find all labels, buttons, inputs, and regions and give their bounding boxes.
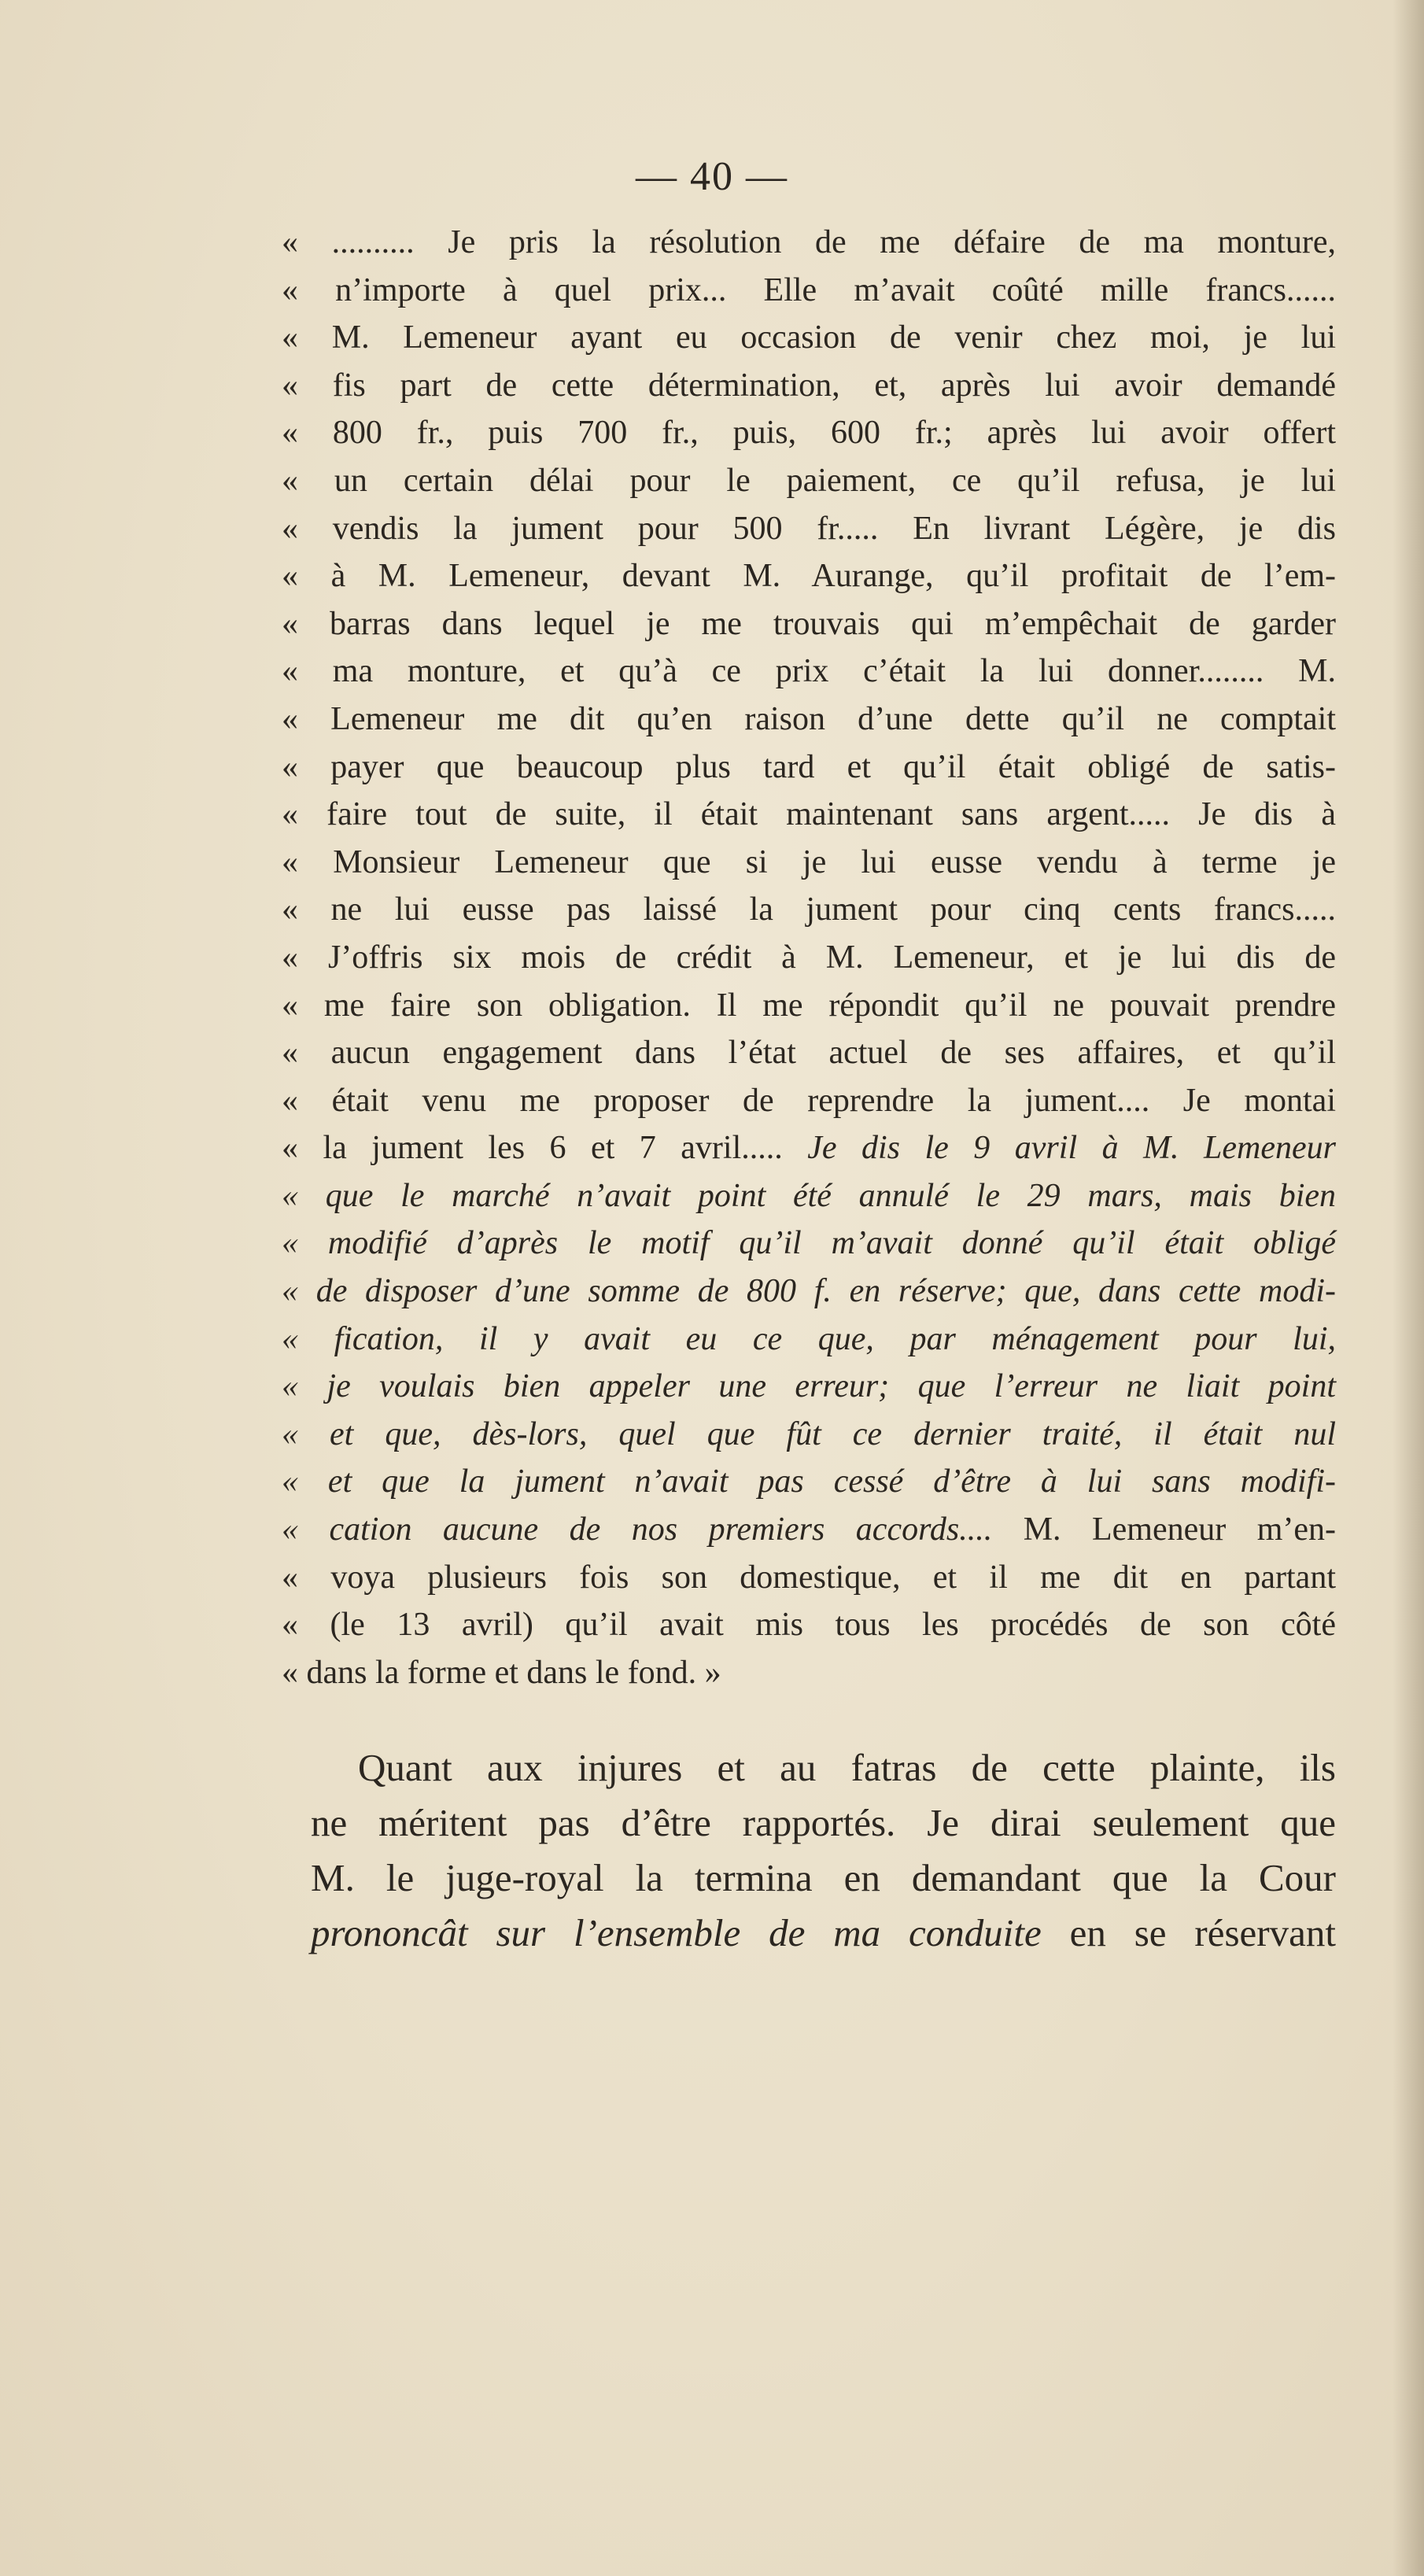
quote-line: « était venu me proposer de reprendre la jument.... Je montai bbox=[282, 1082, 1336, 1119]
body-line-roman-part: en se réservant bbox=[1069, 1911, 1336, 1954]
quote-line-italic-text: « et que la jument n’avait pas cessé d’être à lui sans modifi- bbox=[282, 1463, 1336, 1500]
body-line: Quant aux injures et au fatras de cette plainte, ils bbox=[358, 1746, 1336, 1789]
body-line: M. le juge-royal la termina en demandant que la Cour bbox=[311, 1856, 1336, 1899]
quote-line: « 800 fr., puis 700 fr., puis, 600 fr.; après lui avoir offert bbox=[282, 415, 1336, 452]
quote-line-italic-text: « je voulais bien appeler une erreur; que l’erreur ne liait point bbox=[282, 1368, 1336, 1405]
quote-line: « Lemeneur me dit qu’en raison d’une dette qu’il ne comptait bbox=[282, 700, 1336, 737]
quote-line: « dans la forme et dans le fond. » bbox=[282, 1654, 721, 1691]
quote-line: « un certain délai pour le paiement, ce qu’il refusa, je lui bbox=[282, 462, 1336, 499]
quote-line: « vendis la jument pour 500 fr..... En livrant Légère, je dis bbox=[282, 510, 1336, 547]
page-edge-shadow bbox=[1393, 0, 1424, 2576]
quote-line-italic bbox=[282, 1268, 1336, 1316]
page-number: — 40 — bbox=[636, 154, 788, 199]
quoted-testimony bbox=[282, 219, 1336, 1696]
quote-line: « ma monture, et qu’à ce prix c’était la lui donner........ M. bbox=[282, 653, 1336, 690]
quote-line: « voya plusieurs fois son domestique, et il me dit en partant bbox=[282, 1559, 1336, 1596]
quote-line-italic bbox=[282, 1411, 1336, 1459]
quote-line-italic-part: Je dis le 9 avril à M. Lemeneur bbox=[807, 1130, 1336, 1167]
quote-line: « aucun engagement dans l’état actuel de ses affaires, et qu’il bbox=[282, 1035, 1336, 1072]
quote-line-italic bbox=[282, 1363, 1336, 1411]
quote-line-italic-text: « modifié d’après le motif qu’il m’avait donné qu’il était obligé bbox=[282, 1225, 1336, 1262]
quote-line-italic bbox=[282, 1316, 1336, 1364]
quote-line: « ne lui eusse pas laissé la jument pour cinq cents francs..... bbox=[282, 891, 1336, 928]
quote-line: « faire tout de suite, il était maintenant sans argent..... Je dis à bbox=[282, 796, 1336, 833]
quote-line-italic-part: « cation aucune de nos premiers accords.... bbox=[282, 1511, 993, 1548]
quote-line: « payer que beaucoup plus tard et qu’il était obligé de satis- bbox=[282, 748, 1336, 785]
body-line-mixed bbox=[311, 1906, 1336, 1961]
quote-line-mixed bbox=[282, 1506, 1336, 1554]
quote-line: « (le 13 avril) qu’il avait mis tous les procédés de son côté bbox=[282, 1607, 1336, 1644]
quote-line-italic-text: « fication, il y avait eu ce que, par ménagement pour lui, bbox=[282, 1320, 1336, 1357]
quote-line: « J’offris six mois de crédit à M. Lemeneur, et je lui dis de bbox=[282, 939, 1336, 976]
quote-line: « Monsieur Lemeneur que si je lui eusse vendu à terme je bbox=[282, 843, 1336, 880]
quote-line: « M. Lemeneur ayant eu occasion de venir chez moi, je lui bbox=[282, 319, 1336, 356]
quote-line-roman-part: M. Lemeneur m’en- bbox=[1023, 1511, 1337, 1548]
quote-line-roman-part: « la jument les 6 et 7 avril..... bbox=[282, 1130, 783, 1167]
quote-line-italic-text: « que le marché n’avait point été annulé le 29 mars, mais bien bbox=[282, 1177, 1336, 1214]
quote-line: « fis part de cette détermination, et, après lui avoir demandé bbox=[282, 367, 1336, 404]
body-line-italic-part: prononcât sur l’ensemble de ma conduite bbox=[311, 1911, 1042, 1954]
quote-line: « me faire son obligation. Il me répondit qu’il ne pouvait prendre bbox=[282, 987, 1336, 1024]
quote-line: « n’importe à quel prix... Elle m’avait coûté mille francs...... bbox=[282, 271, 1336, 308]
body-line: ne méritent pas d’être rapportés. Je dirai seulement que bbox=[311, 1801, 1336, 1844]
quote-line-italic bbox=[282, 1458, 1336, 1506]
quote-line-italic bbox=[282, 1172, 1336, 1220]
body-paragraph bbox=[311, 1740, 1336, 1961]
quote-line: « barras dans lequel je me trouvais qui m’empêchait de garder bbox=[282, 605, 1336, 642]
quote-line-italic-text: « et que, dès-lors, quel que fût ce dernier traité, il était nul bbox=[282, 1415, 1336, 1452]
quote-line-mixed bbox=[282, 1124, 1336, 1172]
quote-line-italic-text: « de disposer d’une somme de 800 f. en réserve; que, dans cette modi- bbox=[282, 1273, 1336, 1310]
quote-line-italic bbox=[282, 1220, 1336, 1268]
quote-line: « à M. Lemeneur, devant M. Aurange, qu’il profitait de l’em- bbox=[282, 558, 1336, 595]
quote-line: « .......... Je pris la résolution de me défaire de ma monture, bbox=[282, 224, 1336, 260]
